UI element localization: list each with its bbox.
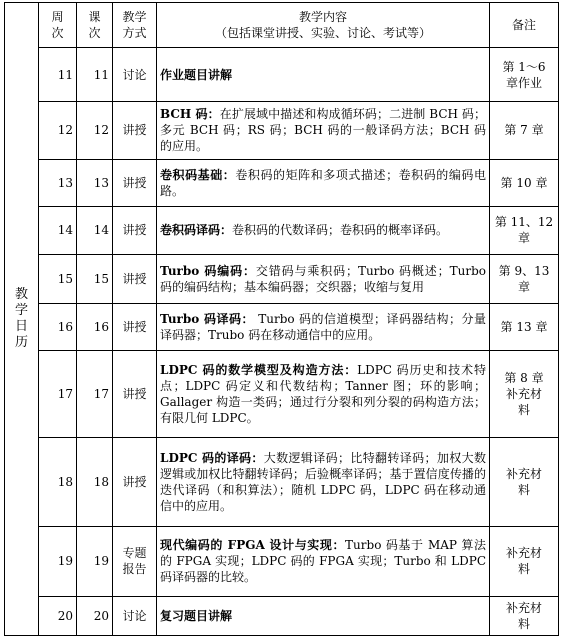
- method-cell: [113, 596, 157, 635]
- content-cell: [157, 438, 490, 527]
- note-cell: [490, 159, 559, 206]
- note-text: 章作业: [505, 75, 542, 90]
- content-body: Turbo 码的信道模型；译码器结构；分量译码器；Trubo 码在移动通信中的应用。: [160, 312, 486, 343]
- side-label-char: 历: [14, 335, 28, 350]
- method-text: 讲授: [122, 175, 147, 190]
- lesson-cell: [77, 304, 113, 351]
- lesson-number: 12: [93, 123, 109, 138]
- method-cell: [113, 438, 157, 527]
- note-text: 第 13 章: [500, 320, 548, 335]
- table-row: [5, 526, 559, 596]
- content-body: Turbo 码基于 MAP 算法的 FPGA 实现；LDPC 码的 FPGA 实现；Turbo 和 LDPC 码译码器的比较。: [160, 538, 486, 585]
- week-number: 20: [57, 608, 73, 623]
- method-cell: [113, 526, 157, 596]
- table-row: [5, 207, 559, 254]
- content-cell: [157, 596, 490, 635]
- lesson-cell: [77, 101, 113, 159]
- note-text: 第 8 章: [504, 371, 544, 386]
- teaching-calendar-table: [4, 2, 559, 636]
- content-title: LDPC 码的数学模型及构造方法：: [160, 363, 358, 378]
- lesson-cell: [77, 254, 113, 303]
- method-text: 讨论: [122, 608, 147, 623]
- table-row: [5, 304, 559, 351]
- week-cell: [39, 254, 77, 303]
- method-cell: [113, 254, 157, 303]
- note-text: 章: [517, 279, 530, 294]
- lesson-cell: [77, 526, 113, 596]
- method-text: 讲授: [122, 271, 147, 286]
- week-number: 12: [57, 123, 73, 138]
- week-number: 11: [57, 67, 73, 82]
- side-label-char: 学: [14, 303, 28, 318]
- week-cell: [39, 351, 77, 438]
- content-body: 卷积码的矩阵和多项式描述；卷积码的编码电路。: [160, 167, 486, 198]
- header-method: 教学 方式: [113, 3, 157, 48]
- content-title: BCH 码：: [160, 107, 220, 122]
- week-cell: [39, 207, 77, 254]
- note-text: 第 11、12: [494, 215, 554, 230]
- lesson-cell: [77, 351, 113, 438]
- content-cell: [157, 101, 490, 159]
- header-row: [5, 3, 559, 48]
- table-row: [5, 101, 559, 159]
- content-body: 交错码与乘积码；Turbo 码概述；Turbo 码的编码结构；基本编码器；交织器；收缩与复用: [160, 263, 486, 294]
- content-cell: [157, 48, 490, 102]
- side-label-char: 教: [14, 287, 28, 302]
- note-cell: [490, 207, 559, 254]
- content-body: LDPC 码历史和技术特点；LDPC 码定义和代数结构；Tanner 图；环的影响； Gallager 构造一类码；通过行分裂和列分裂的码构造方法；有限几何 LDPC。: [160, 363, 486, 426]
- note-cell: [490, 48, 559, 102]
- lesson-number: 11: [93, 67, 109, 82]
- lesson-cell: [77, 596, 113, 635]
- week-number: 15: [57, 271, 73, 286]
- lesson-cell: [77, 48, 113, 102]
- content-title: Turbo 码编码：: [160, 263, 256, 278]
- week-cell: [39, 101, 77, 159]
- note-cell: [490, 438, 559, 527]
- note-text: 料: [517, 403, 530, 418]
- note-cell: [490, 596, 559, 635]
- lesson-number: 14: [93, 223, 109, 238]
- method-text: 讲授: [122, 320, 147, 335]
- week-number: 14: [57, 223, 73, 238]
- header-lesson: 课 次: [77, 3, 113, 48]
- lesson-number: 19: [93, 554, 109, 569]
- method-cell: [113, 48, 157, 102]
- lesson-number: 15: [93, 271, 109, 286]
- week-cell: [39, 48, 77, 102]
- method-cell: [113, 207, 157, 254]
- content-cell: [157, 526, 490, 596]
- content-cell: [157, 207, 490, 254]
- method-text: 讲授: [122, 474, 147, 489]
- content-cell: [157, 159, 490, 206]
- note-text: 补充材: [505, 546, 542, 561]
- note-cell: [490, 254, 559, 303]
- content-body: 在扩展域中描述和构成循环码；二进制 BCH 码；多元 BCH 码；RS 码；BCH 码的一般译码方法；BCH 码的应用。: [160, 107, 486, 154]
- week-number: 18: [57, 474, 73, 489]
- note-text: 补充材: [505, 600, 542, 615]
- header-content: 教学内容 （包括课堂讲授、实验、讨论、考试等）: [157, 3, 490, 48]
- note-text: 第 7 章: [504, 123, 544, 138]
- header-note: 备注: [490, 3, 559, 48]
- week-cell: [39, 159, 77, 206]
- note-cell: [490, 526, 559, 596]
- week-cell: [39, 526, 77, 596]
- lesson-number: 18: [93, 474, 109, 489]
- lesson-number: 13: [93, 175, 109, 190]
- method-cell: [113, 159, 157, 206]
- content-cell: [157, 351, 490, 438]
- method-text: 讲授: [122, 223, 147, 238]
- content-title: Turbo 码译码：: [160, 312, 254, 327]
- table-row: [5, 438, 559, 527]
- note-text: 第 1～6: [502, 59, 546, 74]
- side-label-char: 日: [14, 319, 28, 334]
- content-title: 作业题目讲解: [160, 67, 233, 82]
- method-text: 讲授: [122, 123, 147, 138]
- table-row: [5, 596, 559, 635]
- week-cell: [39, 304, 77, 351]
- note-text: 料: [517, 562, 530, 577]
- table-row: [5, 254, 559, 303]
- content-cell: [157, 254, 490, 303]
- week-number: 16: [57, 320, 73, 335]
- table-body: [5, 3, 559, 636]
- lesson-cell: [77, 159, 113, 206]
- week-number: 13: [57, 175, 73, 190]
- content-title: LDPC 码的译码：: [160, 450, 264, 465]
- table-row: [5, 48, 559, 102]
- side-label-cell: [5, 3, 39, 636]
- method-cell: [113, 101, 157, 159]
- week-cell: [39, 596, 77, 635]
- note-text: 章: [517, 231, 530, 246]
- content-title: 复习题目讲解: [160, 608, 233, 623]
- header-week: 周 次: [39, 3, 77, 48]
- week-number: 17: [57, 387, 73, 402]
- lesson-number: 20: [93, 608, 109, 623]
- note-text: 第 10 章: [500, 175, 548, 190]
- content-title: 卷积码译码：: [160, 223, 233, 238]
- lesson-number: 17: [93, 387, 109, 402]
- note-text: 补充材: [505, 387, 542, 402]
- note-text: 料: [517, 482, 530, 497]
- note-cell: [490, 304, 559, 351]
- note-text: 料: [517, 616, 530, 631]
- content-body: 卷积码的代数译码；卷积码的概率译码。: [232, 223, 449, 238]
- table-row: [5, 159, 559, 206]
- content-title: 卷积码基础：: [160, 167, 236, 182]
- note-cell: [490, 101, 559, 159]
- method-text: 讲授: [122, 387, 147, 402]
- method-cell: [113, 351, 157, 438]
- week-cell: [39, 438, 77, 527]
- method-text: 报告: [122, 562, 147, 577]
- lesson-cell: [77, 207, 113, 254]
- content-cell: [157, 304, 490, 351]
- week-number: 19: [57, 554, 73, 569]
- method-text: 讨论: [122, 67, 147, 82]
- content-title: 现代编码的 FPGA 设计与实现：: [160, 538, 346, 553]
- note-cell: [490, 351, 559, 438]
- lesson-cell: [77, 438, 113, 527]
- content-body: 大数逻辑译码；比特翻转译码；加权大数逻辑或加权比特翻转译码；后验概率译码；基于置信度传播的迭代译码（和积算法）；随机 LDPC 码，LDPC 码在移动通信中的应用。: [160, 450, 486, 513]
- note-text: 补充材: [505, 466, 542, 481]
- method-text: 专题: [122, 546, 147, 561]
- table-row: [5, 351, 559, 438]
- lesson-number: 16: [93, 320, 109, 335]
- note-text: 第 9、13: [498, 263, 550, 278]
- method-cell: [113, 304, 157, 351]
